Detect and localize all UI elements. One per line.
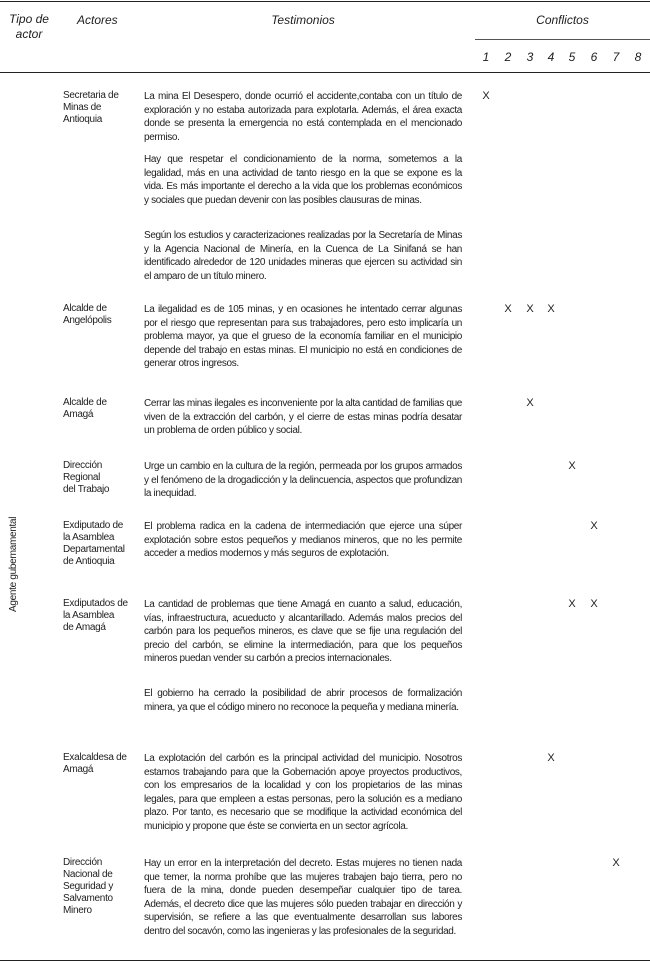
testimony-paragraph: La explotación del carbón es la principal actividad del municipio. Nosotros estamos trabajando para que la Gobernación apoye proyectos productivos, con los empresarios de la localidad y con los propietarios de las minas legales, para que empleen a estas personas, pero la solución es a mediano plazo. Por tanto, es necesario que se modifique la actividad económica del municipio y propone que éste se convierta en un sector agrícola. [144,753,462,832]
header-tipo-line2: actor [15,27,43,41]
conflict-mark: X [568,460,576,472]
conflict-number-2: 2 [504,50,512,64]
conflict-mark: X [547,752,555,764]
conflict-mark: X [612,857,620,869]
header-tipo-actor [0,12,58,42]
actor-name-line: la Asamblea [63,610,115,621]
conflict-mark: X [482,90,490,102]
conflict-mark: X [526,397,534,409]
header-tipo-line1: Tipo de [9,12,49,26]
actor-name-line: Amagá [63,764,94,775]
actor-name [63,752,133,776]
testimony-paragraph: La cantidad de problemas que tiene Amagá en cuanto a salud, educación, vías, infraestructura, acueducto y alcantarillado. Además malos precios del carbón para los pequeños mineros, es clave que se fije una regulación del precio del carbón, se elimine la intermediación, para que los pequeños mineros puedan vender su carbón a precios internacionales. [144,599,462,664]
conflict-number-1: 1 [482,50,490,64]
actor-name-line: Alcalde de [63,303,107,314]
actor-name-line: de Amagá [63,622,106,633]
actor-name-line: Alcalde de [63,397,107,408]
actor-name-line: Salvamento [63,893,113,904]
conflict-mark: X [590,598,598,610]
testimony-paragraph: La ilegalidad es de 105 minas, y en ocasiones he intentado cerrar algunas por el riesgo que representan para sus trabajadores, pero esto implicaría un problema mayor, ya que el grueso de la economía familiar en el municipio depende del trabajo en estas minas. El municipio no está en condiciones de generar otros ingresos. [144,304,462,369]
tipo-actor-label: Agente gubernamental [8,516,19,612]
actor-name [63,90,133,126]
conflict-number-8: 8 [634,50,642,64]
conflict-number-3: 3 [526,50,534,64]
testimony-paragraph: Hay un error en la interpretación del decreto. Estas mujeres no tienen nada que temer, la norma prohíbe que las mujeres trabajen bajo tierra, pero no fuera de la mina, donde pueden desempeñar cualquier tipo de tarea. Además, el decreto dice que las mujeres sólo pueden trabajar en dirección y supervisión, se refiere a las que eventualmente desarrollan sus labores dentro del socavón, como las ingenieras y las profesionales de la seguridad. [144,858,462,937]
header-rule [0,72,650,73]
actor-name-line: Departamental [63,544,125,555]
conflict-number-6: 6 [590,50,598,64]
actor-name-line: Seguridad y [63,881,114,892]
actor-name [63,857,133,917]
conflict-number-7: 7 [612,50,620,64]
conflict-mark: X [568,598,576,610]
testimony-paragraph: El gobierno ha cerrado la posibilidad de abrir procesos de formalización minera, ya que el código minero no reconoce la pequeña y mediana minería. [144,688,462,713]
actor-name-line: Angelópolis [63,315,112,326]
actor-name-line: Minero [63,905,92,916]
actor-name-line: del Trabajo [63,484,110,495]
header-actores: Actores [77,13,118,27]
testimony-paragraph: Cerrar las minas ilegales es inconveniente por la alta cantidad de familias que viven de la extracción del carbón, y el cierre de estas minas podría desatar un problema de orden público y social. [144,398,462,436]
conflict-mark: X [590,520,598,532]
conflict-mark: X [504,303,512,315]
actor-name [63,598,133,634]
actor-name-line: Exdiputados de [63,598,128,609]
top-rule [0,1,650,2]
actor-name-line: Minas de [63,102,102,113]
conflict-number-5: 5 [568,50,576,64]
testimony-paragraph: El problema radica en la cadena de intermediación que ejerce una súper explotación sobre estos pequeños y medianos mineros, que no les permite acceder a medios modernos y más seguros de explotación. [144,521,462,559]
actor-name-line: Exdiputado de [63,520,124,531]
actor-name-line: Antioquia [63,114,102,125]
conflict-mark: X [547,303,555,315]
actor-name-line: Dirección [63,460,102,471]
actor-name-line: Exalcaldesa de [63,752,127,763]
testimony-paragraph: La mina El Desespero, donde ocurrió el accidente,contaba con un título de exploración y no estaba autorizada para explotarla. Además, el área exacta donde se presenta la emergencia no está contemplada en el mencionado permiso. [144,91,462,143]
conflict-mark: X [526,303,534,315]
actor-name [63,460,133,496]
bottom-rule [0,960,650,961]
actor-name-line: Regional [63,472,101,483]
actor-name-line: de Antioquia [63,556,115,567]
actor-name [63,397,133,421]
testimony-paragraph: Según los estudios y caracterizaciones realizadas por la Secretaría de Minas y la Agencia Nacional de Minería, en la Cuenca de La Sinifaná se han identificado alrededor de 120 unidades mineras que ejercen su actividad sin el amparo de un título minero. [144,230,462,282]
actor-name-line: Nacional de [63,869,113,880]
testimony-paragraph: Urge un cambio en la cultura de la región, permeada por los grupos armados y el fenómeno de la drogadicción y la delincuencia, aspectos que profundizan la inequidad. [144,461,462,499]
actor-name-line: la Asamblea [63,532,115,543]
testimony-paragraph: Hay que respetar el condicionamiento de la norma, sometemos a la legalidad, más en una actividad de tanto riesgo en la que se expone es la vida. Es más importante el derecho a la vida que los problemas económicos y sociales que puedan devenir con las posibles clausuras de minas. [144,154,462,206]
conflict-number-4: 4 [547,50,555,64]
actor-name-line: Secretaria de [63,90,119,101]
conflicts-subrule [475,39,650,40]
actor-name-line: Amagá [63,409,94,420]
actor-name-line: Dirección [63,857,102,868]
header-conflictos: Conflictos [536,13,589,27]
header-testimonios: Testimonios [271,13,335,27]
actor-name [63,520,133,568]
actor-name [63,303,133,327]
